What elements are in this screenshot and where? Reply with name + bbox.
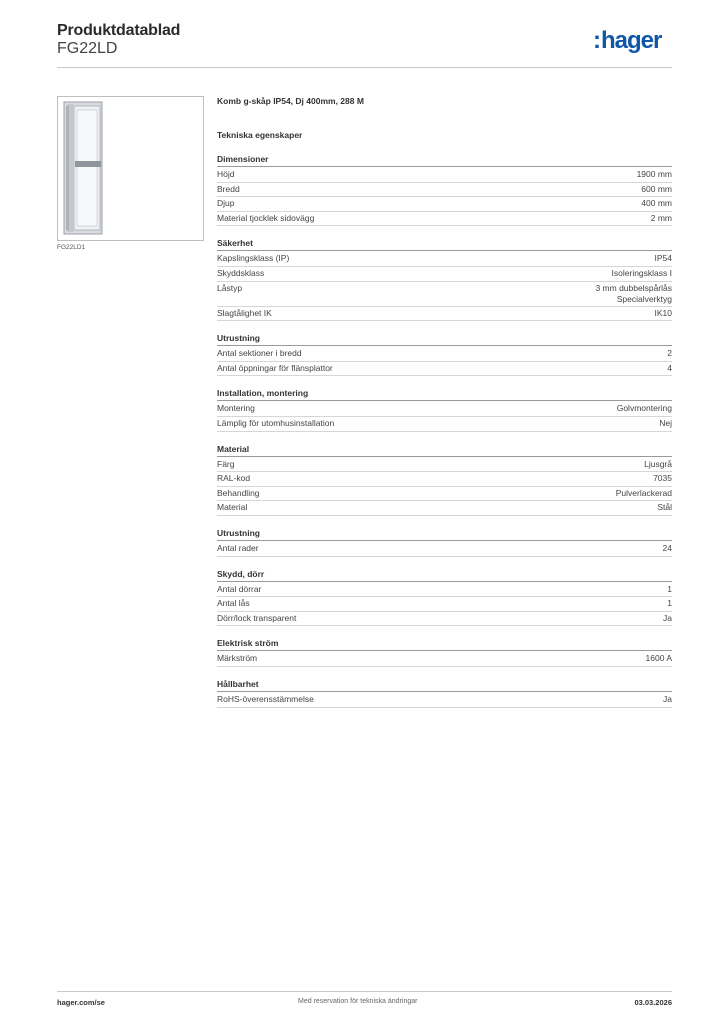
spec-row [217,197,672,212]
spec-row [217,583,672,598]
spec-value [646,653,672,664]
spec-value [653,473,672,484]
page-title: Produktdatablad [57,22,181,39]
spec-value-line: 1 [667,583,672,594]
spec-value [651,213,672,224]
spec-value [616,488,672,499]
spec-row [217,542,672,557]
spec-value-line: 24 [662,543,672,553]
section-heading: Utrustning [217,528,672,541]
spec-row [217,307,672,322]
spec-value-line: 2 mm [650,212,672,223]
product-title: Komb g-skåp IP54, Dj 400mm, 288 M [217,96,364,106]
spec-label: Låstyp [217,282,243,293]
spec-label: Slagtålighet IK [217,307,272,318]
spec-label: Material [217,502,248,513]
spec-label: Antal öppningar för flänsplattor [217,362,333,373]
spec-row [217,362,672,377]
spec-value-line: Nej [659,418,672,428]
spec-value [644,459,672,470]
spec-value-line: Isoleringsklass I [611,268,672,278]
footer-divider [57,991,672,992]
spec-value [663,694,672,705]
spec-value-line: Specialverktyg [616,293,672,304]
spec-value-line: 4 [667,362,672,373]
spec-row [217,487,672,502]
hager-logo [593,27,661,55]
spec-value [659,418,672,429]
spec-value [612,268,672,279]
spec-value-line: 1600 A [645,653,672,664]
spec-label: Kapslingsklass (IP) [217,253,290,264]
spec-value [657,502,672,513]
spec-label: Lämplig för utomhusinstallation [217,418,335,428]
spec-row [217,472,672,487]
spec-row [217,458,672,473]
spec-value [655,253,673,264]
logo-text: hager [601,27,662,54]
footer-notice: Med reservation för tekniska ändringar [298,998,418,1005]
spec-value-line: 400 mm [641,198,672,209]
spec-label: Antal sektioner i bredd [217,348,302,359]
spec-value [617,403,672,414]
spec-value-line: IK10 [654,307,672,318]
spec-label: Djup [217,198,235,209]
spec-value-line: Golvmontering [616,403,672,414]
spec-value [663,613,672,624]
spec-label: Dörr/lock transparent [217,612,297,623]
footer-website: hager.com/se [57,998,105,1007]
spec-value [667,363,672,374]
spec-label: Antal rader [217,543,259,553]
spec-value-line: Stål [657,502,672,513]
spec-label: Antal dörrar [217,583,262,594]
spec-value [595,283,672,305]
product-image-frame [57,96,204,241]
spec-row [217,501,672,516]
spec-value [663,543,672,554]
section-heading: Utrustning [217,333,672,346]
spec-value-line: 1 [667,598,672,609]
section-heading: Installation, montering [217,388,672,401]
spec-value-line: Pulverlackerad [615,487,672,498]
spec-value-line: 3 mm dubbelspårlås [595,282,672,293]
spec-row [217,183,672,198]
logo-prefix: : [593,27,600,54]
spec-label: RAL-kod [217,473,251,484]
spec-value-line: 1900 mm [636,169,672,179]
cabinet-image [63,101,103,235]
header-divider [57,67,672,68]
spec-label: Antal lås [217,598,250,609]
tech-heading: Tekniska egenskaper [217,130,303,140]
spec-row [217,347,672,362]
spec-label: Behandling [217,487,260,498]
spec-label: Montering [217,403,255,414]
section-heading: Hållbarhet [217,679,672,692]
spec-row [217,417,672,432]
section-heading: Dimensioner [217,154,672,167]
section-heading: Material [217,444,672,457]
spec-row [217,652,672,667]
spec-value-line: Ja [663,694,672,704]
spec-row [217,267,672,282]
spec-label: Bredd [217,183,240,194]
section-heading: Säkerhet [217,238,672,251]
spec-value [641,198,672,209]
spec-row [217,252,672,267]
spec-label: Färg [217,458,235,469]
spec-value [637,169,672,180]
spec-value [655,308,673,319]
spec-value-line: IP54 [654,253,672,264]
spec-value [641,184,672,195]
spec-row [217,693,672,708]
spec-label: Skyddsklass [217,268,265,278]
spec-label: Märkström [217,653,258,664]
spec-label: RoHS-överensstämmelse [217,694,314,704]
spec-value [667,584,672,595]
spec-row [217,212,672,227]
spec-row [217,168,672,183]
footer-date: 03.03.2026 [634,998,672,1007]
spec-label: Material tjocklek sidovägg [217,212,315,223]
spec-row [217,612,672,627]
spec-row [217,282,672,307]
spec-value [667,598,672,609]
spec-row [217,402,672,417]
spec-value-line: Ja [663,612,672,623]
image-caption: FG22LD1 [57,244,86,251]
section-heading: Skydd, dörr [217,569,672,582]
spec-value-line: Ljusgrå [644,458,672,469]
spec-value-line: 600 mm [641,183,672,194]
spec-value-line: 2 [667,348,672,359]
spec-row [217,597,672,612]
spec-value-line: 7035 [653,473,672,484]
spec-label: Höjd [217,169,235,179]
section-heading: Elektrisk ström [217,638,672,651]
product-code: FG22LD [57,40,118,57]
spec-value [667,348,672,359]
